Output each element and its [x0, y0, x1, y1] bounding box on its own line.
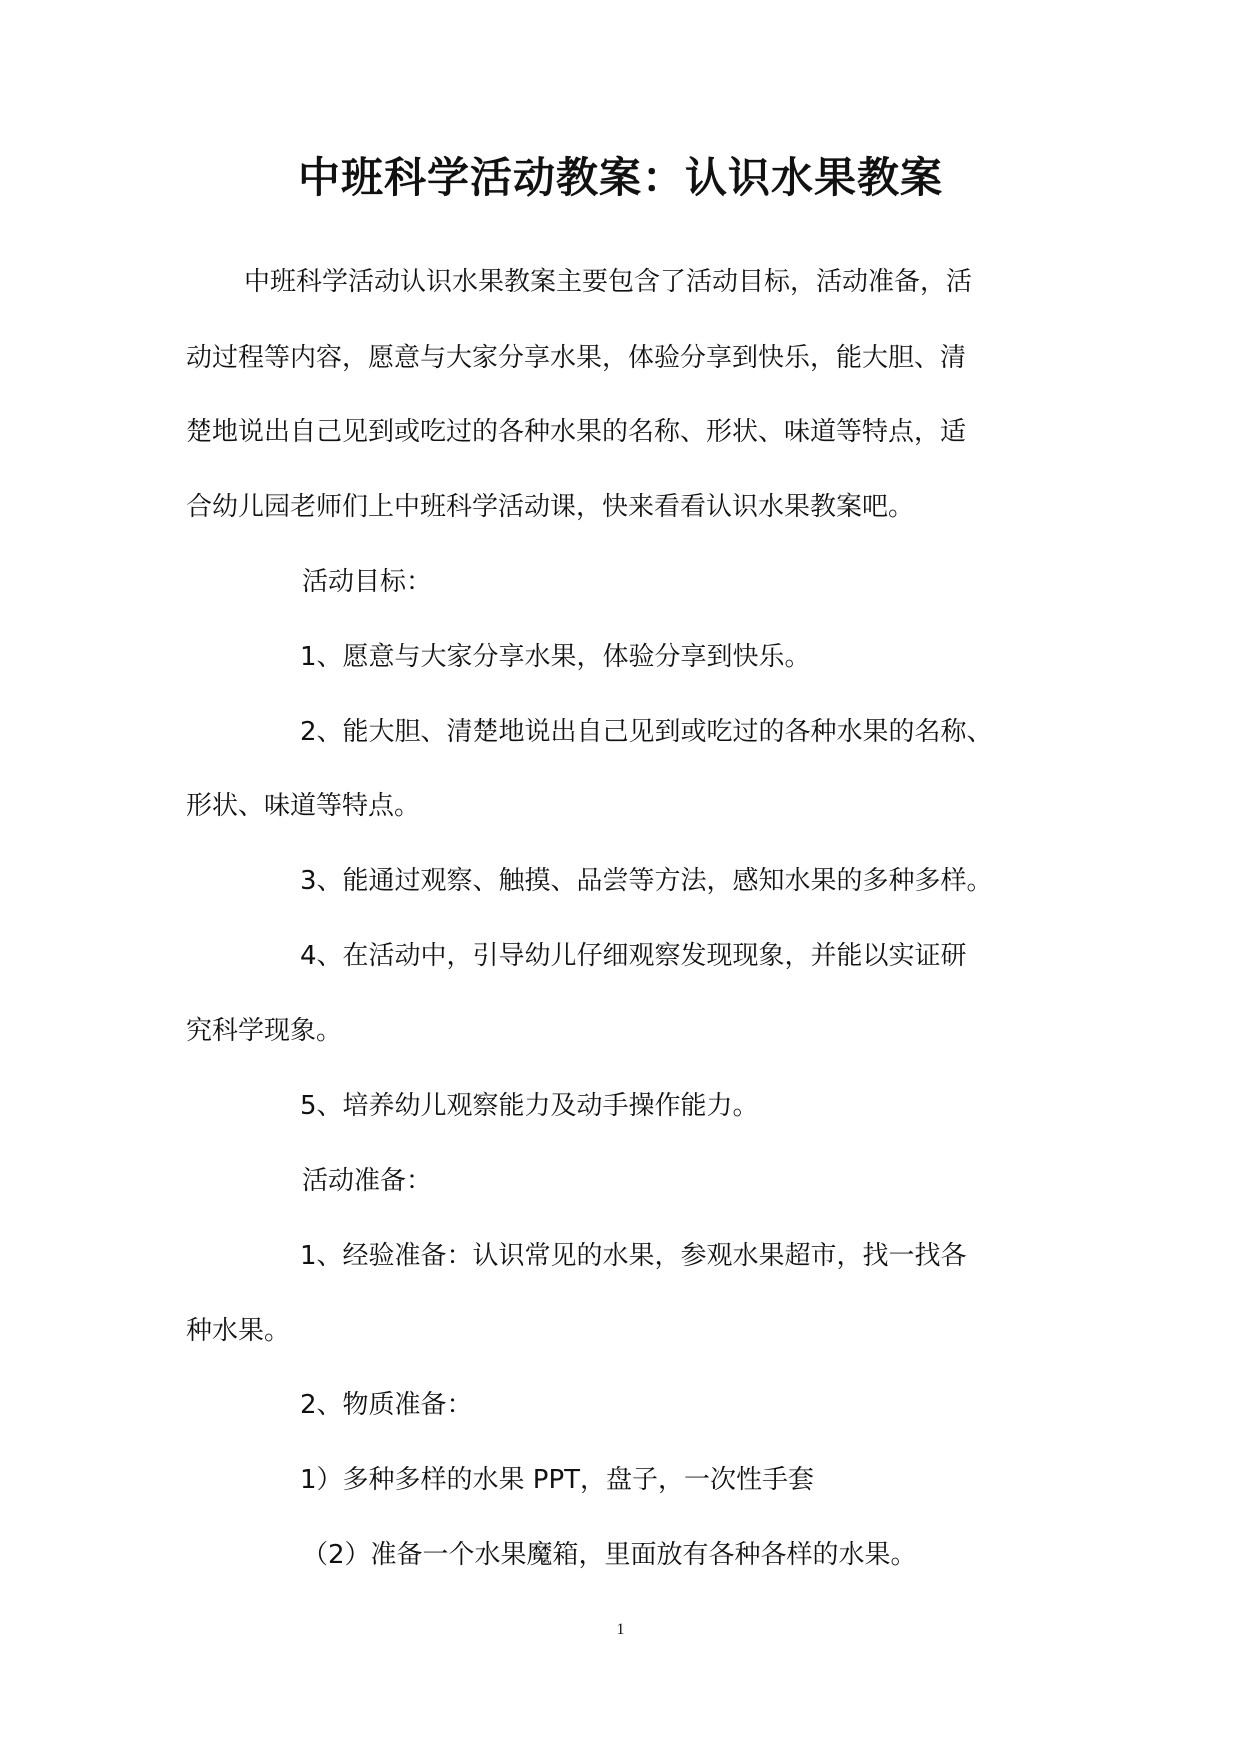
section-heading-preparation: 活动准备：: [302, 1166, 433, 1196]
prep-item-1-continued: 种水果。: [186, 1316, 291, 1346]
document-title: 中班科学活动教案：认识水果教案: [297, 153, 943, 202]
goal-item-2-continued: 形状、味道等特点。: [186, 791, 421, 821]
intro-line-2: 动过程等内容，愿意与大家分享水果，体验分享到快乐，能大胆、清: [186, 343, 967, 373]
goal-item-3: 3、能通过观察、触摸、品尝等方法，感知水果的多种多样。: [300, 866, 993, 896]
intro-line-4: 合幼儿园老师们上中班科学活动课，快来看看认识水果教案吧。: [186, 492, 915, 522]
goal-item-4-continued: 究科学现象。: [186, 1016, 343, 1046]
prep-subitem-1: 1）多种多样的水果 PPT，盘子，一次性手套: [300, 1465, 815, 1495]
section-heading-goals: 活动目标：: [302, 567, 433, 597]
intro-line-3: 楚地说出自己见到或吃过的各种水果的名称、形状、味道等特点，适: [186, 417, 967, 447]
prep-subitem-2: （2）准备一个水果魔箱，里面放有各种各样的水果。: [302, 1540, 917, 1570]
page-number: 1: [616, 1621, 625, 1638]
goal-item-1: 1、愿意与大家分享水果，体验分享到快乐。: [300, 642, 811, 672]
goal-item-4: 4、在活动中，引导幼儿仔细观察发现现象，并能以实证研: [300, 941, 967, 971]
prep-item-1: 1、经验准备：认识常见的水果，参观水果超市，找一找各: [300, 1241, 967, 1271]
prep-item-2: 2、物质准备：: [300, 1390, 473, 1420]
intro-line-1: 中班科学活动认识水果教案主要包含了活动目标，活动准备，活: [244, 267, 973, 297]
goal-item-5: 5、培养幼儿观察能力及动手操作能力。: [300, 1091, 759, 1121]
goal-item-2: 2、能大胆、清楚地说出自己见到或吃过的各种水果的名称、: [300, 717, 993, 747]
